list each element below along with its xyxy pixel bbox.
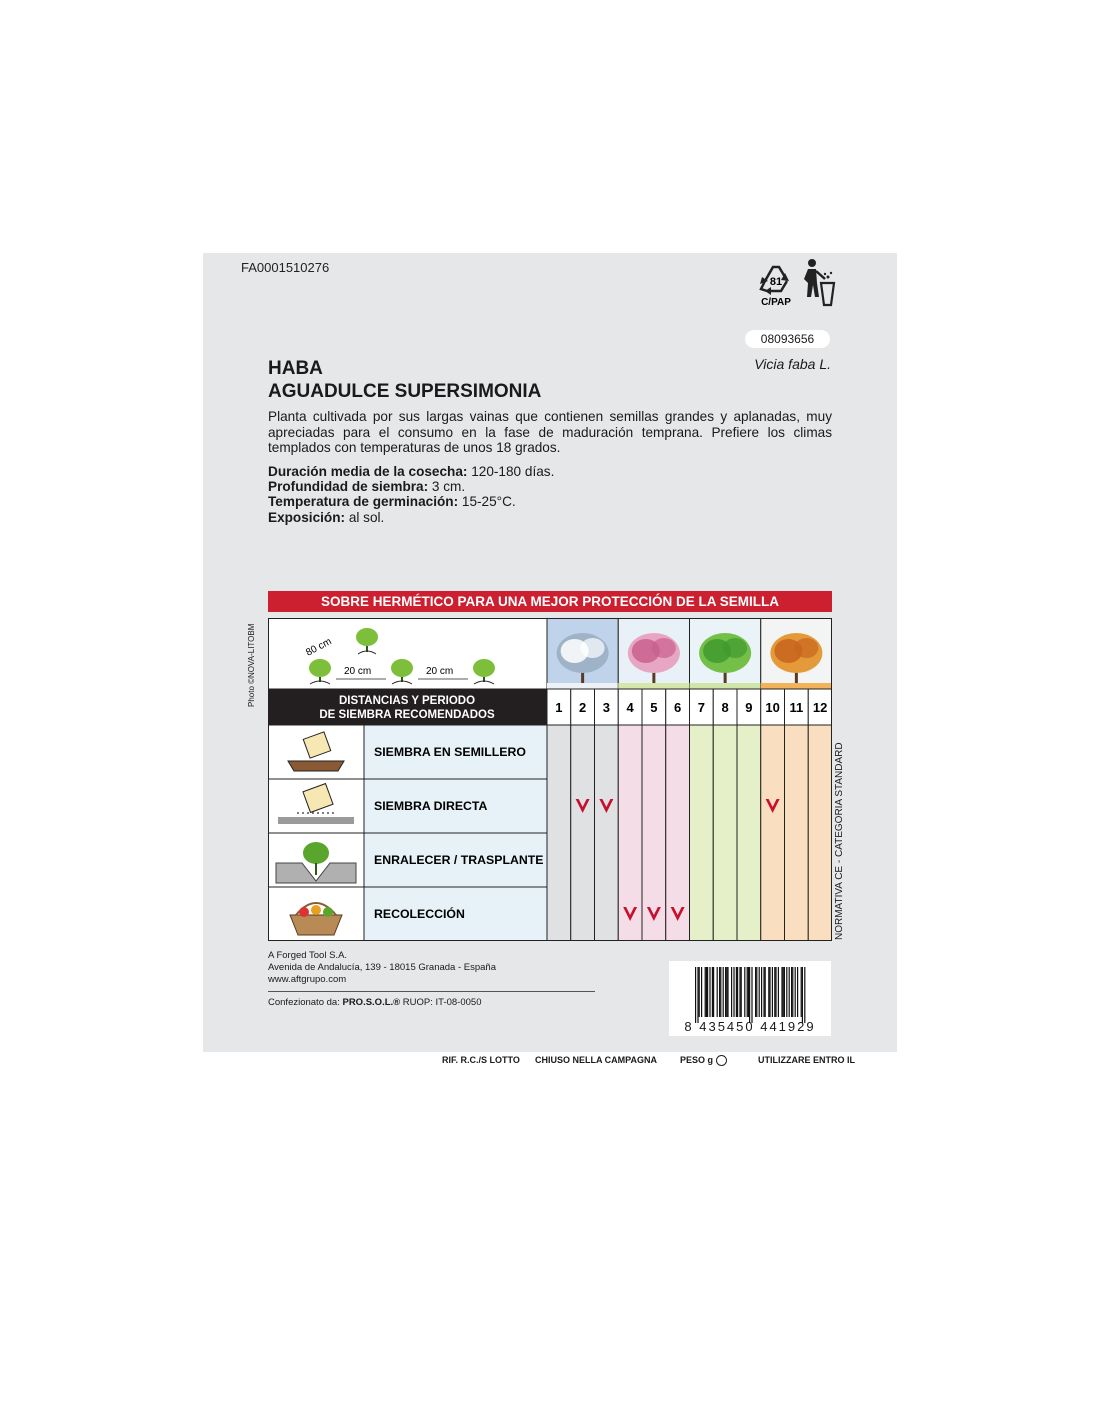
trash-bin-icon bbox=[801, 257, 837, 307]
barcode-bar bbox=[712, 967, 713, 1017]
month-column bbox=[713, 725, 737, 941]
normativa-label: NORMATIVA CE - CATEGORIA STANDARD bbox=[834, 742, 845, 940]
barcode-bar bbox=[705, 967, 706, 1017]
month-column bbox=[571, 725, 595, 941]
month-column bbox=[737, 725, 761, 941]
barcode-bar bbox=[733, 967, 734, 1017]
recycle-icon bbox=[751, 255, 801, 309]
month-column bbox=[808, 725, 832, 941]
task-label: SIEMBRA DIRECTA bbox=[374, 799, 488, 813]
barcode-bar bbox=[763, 967, 764, 1017]
barcode-bar bbox=[789, 967, 790, 1017]
barcode-bar bbox=[784, 967, 785, 1017]
packet-code: FA0001510276 bbox=[241, 260, 330, 275]
barcode-bar bbox=[748, 967, 749, 1017]
month-label: 7 bbox=[697, 700, 705, 715]
plant-distance-label-1: 20 cm bbox=[344, 666, 372, 677]
month-label: 1 bbox=[555, 700, 563, 715]
month-label: 6 bbox=[674, 700, 682, 715]
month-column bbox=[618, 725, 642, 941]
barcode-bar bbox=[709, 967, 710, 1017]
barcode-bar bbox=[765, 967, 766, 1017]
month-column bbox=[666, 725, 690, 941]
barcode-bar bbox=[761, 967, 762, 1017]
stamp-campagna: CHIUSO NELLA CAMPAGNA bbox=[535, 1055, 657, 1065]
barcode-bar bbox=[755, 967, 756, 1017]
barcode-bar bbox=[795, 967, 796, 1017]
stamp-lotto: RIF. R.C./S LOTTO bbox=[442, 1055, 520, 1065]
company-info bbox=[268, 950, 496, 986]
spec-row: Duración media de la cosecha: 120-180 días. bbox=[268, 464, 555, 479]
month-column bbox=[761, 725, 785, 941]
latin-name: Vicia faba L. bbox=[754, 356, 831, 372]
product-title bbox=[268, 357, 541, 403]
barcode-bar bbox=[804, 967, 805, 1023]
barcode-bar bbox=[801, 967, 802, 1017]
barcode-bar bbox=[706, 967, 707, 1017]
barcode-bar bbox=[759, 967, 760, 1017]
barcode-bar bbox=[723, 967, 724, 1017]
stamp-entro: UTILIZZARE ENTRO IL bbox=[758, 1055, 855, 1065]
barcode-bar bbox=[713, 967, 714, 1017]
barcode-bar bbox=[736, 967, 737, 1017]
barcode-bar bbox=[781, 967, 782, 1017]
month-column bbox=[642, 725, 666, 941]
month-label: 4 bbox=[626, 700, 634, 715]
month-label: 2 bbox=[579, 700, 587, 715]
task-label: RECOLECCIÓN bbox=[374, 907, 465, 921]
month-label: 9 bbox=[745, 700, 753, 715]
barcode-bar bbox=[739, 967, 740, 1017]
barcode-bar bbox=[699, 967, 700, 1017]
month-column bbox=[595, 725, 619, 941]
barcode-bar bbox=[783, 967, 784, 1017]
table-header-line-1: DISTANCIAS Y PERIODO bbox=[338, 695, 476, 707]
barcode-bar bbox=[695, 967, 696, 1023]
sowing-calendar bbox=[268, 618, 832, 941]
month-column bbox=[547, 725, 571, 941]
title-line-2: AGUADULCE SUPERSIMONIA bbox=[268, 381, 542, 402]
month-label: 5 bbox=[650, 700, 658, 715]
spec-row: Profundidad de siembra: 3 cm. bbox=[268, 479, 466, 495]
task-label: SIEMBRA EN SEMILLERO bbox=[374, 745, 526, 759]
barcode-bar bbox=[701, 967, 702, 1017]
month-label: 12 bbox=[812, 700, 828, 715]
barcode-bar bbox=[792, 967, 793, 1017]
month-label: 10 bbox=[765, 700, 780, 715]
barcode-bar bbox=[744, 967, 745, 1017]
stamp-peso: PESO g bbox=[680, 1055, 727, 1066]
packager-info: Confezionato da: PRO.S.O.L.® RUOP: IT-08-0050 bbox=[268, 997, 482, 1008]
barcode bbox=[669, 961, 831, 1036]
barcode-bar bbox=[707, 967, 708, 1017]
barcode-bar bbox=[768, 967, 769, 1017]
month-column bbox=[785, 725, 809, 941]
barcode-bar bbox=[751, 967, 752, 1023]
table-header-line-2: DE SIEMBRA RECOMENDADOS bbox=[319, 709, 495, 721]
barcode-bar bbox=[769, 967, 770, 1017]
title-line-1: HABA bbox=[268, 358, 323, 379]
barcode-bar bbox=[741, 967, 742, 1017]
barcode-bar bbox=[791, 967, 792, 1017]
barcode-bar bbox=[725, 967, 726, 1017]
company-web: www.aftgrupo.com bbox=[268, 974, 347, 985]
hermetic-banner: SOBRE HERMÉTICO PARA UNA MEJOR PROTECCIÓN DE LA SEMILLA bbox=[268, 591, 832, 612]
recycle-code: C/PAP bbox=[761, 297, 791, 308]
barcode-bar bbox=[719, 967, 720, 1017]
seed-packet-back bbox=[203, 253, 897, 1052]
barcode-bar bbox=[797, 967, 798, 1017]
barcode-bar bbox=[720, 967, 721, 1017]
barcode-bar bbox=[727, 967, 728, 1017]
spec-row: Exposición: al sol. bbox=[268, 509, 385, 525]
barcode-bar bbox=[749, 967, 750, 1023]
growing-specs bbox=[268, 464, 554, 525]
month-label: 11 bbox=[789, 700, 804, 715]
spec-row: Temperatura de germinación: 15-25°C. bbox=[268, 494, 516, 510]
divider bbox=[268, 991, 595, 992]
task-label: ENRALECER / TRASPLANTE bbox=[374, 853, 544, 867]
recycle-number: 81 bbox=[769, 276, 783, 288]
barcode-bar bbox=[717, 967, 718, 1017]
month-label: 3 bbox=[602, 700, 610, 715]
month-label: 8 bbox=[721, 700, 729, 715]
product-code-badge: 08093656 bbox=[745, 330, 830, 348]
company-name: A Forged Tool S.A. bbox=[268, 950, 348, 961]
month-column bbox=[690, 725, 714, 941]
barcode-bar bbox=[772, 967, 773, 1017]
barcode-bar bbox=[697, 967, 698, 1023]
barcode-bar bbox=[786, 967, 787, 1017]
barcode-bar bbox=[747, 967, 748, 1017]
photo-credit: Photo ©NOVA-LITOBM bbox=[247, 623, 256, 707]
barcode-bar bbox=[737, 967, 738, 1017]
barcode-bar bbox=[731, 967, 732, 1017]
row-distance-label: 80 cm bbox=[304, 636, 334, 659]
barcode-bar bbox=[774, 967, 775, 1017]
plant-distance-label-2: 20 cm bbox=[426, 666, 454, 677]
barcode-bar bbox=[778, 967, 779, 1017]
company-address: Avenida de Andalucía, 139 - 18015 Granada - España bbox=[268, 962, 496, 973]
barcode-bar bbox=[775, 967, 776, 1017]
barcode-number: 8 435450 441929 bbox=[684, 1019, 816, 1034]
barcode-bar bbox=[756, 967, 757, 1017]
barcode-bar bbox=[802, 967, 803, 1023]
product-description: Planta cultivada por sus largas vainas que contienen semillas grandes y aplanadas, muy apreciadas para el consumo en la fase de maduración temprana. Prefiere los climas templados con temperaturas de unos 18 grados. bbox=[268, 409, 832, 455]
barcode-bar bbox=[726, 967, 727, 1017]
